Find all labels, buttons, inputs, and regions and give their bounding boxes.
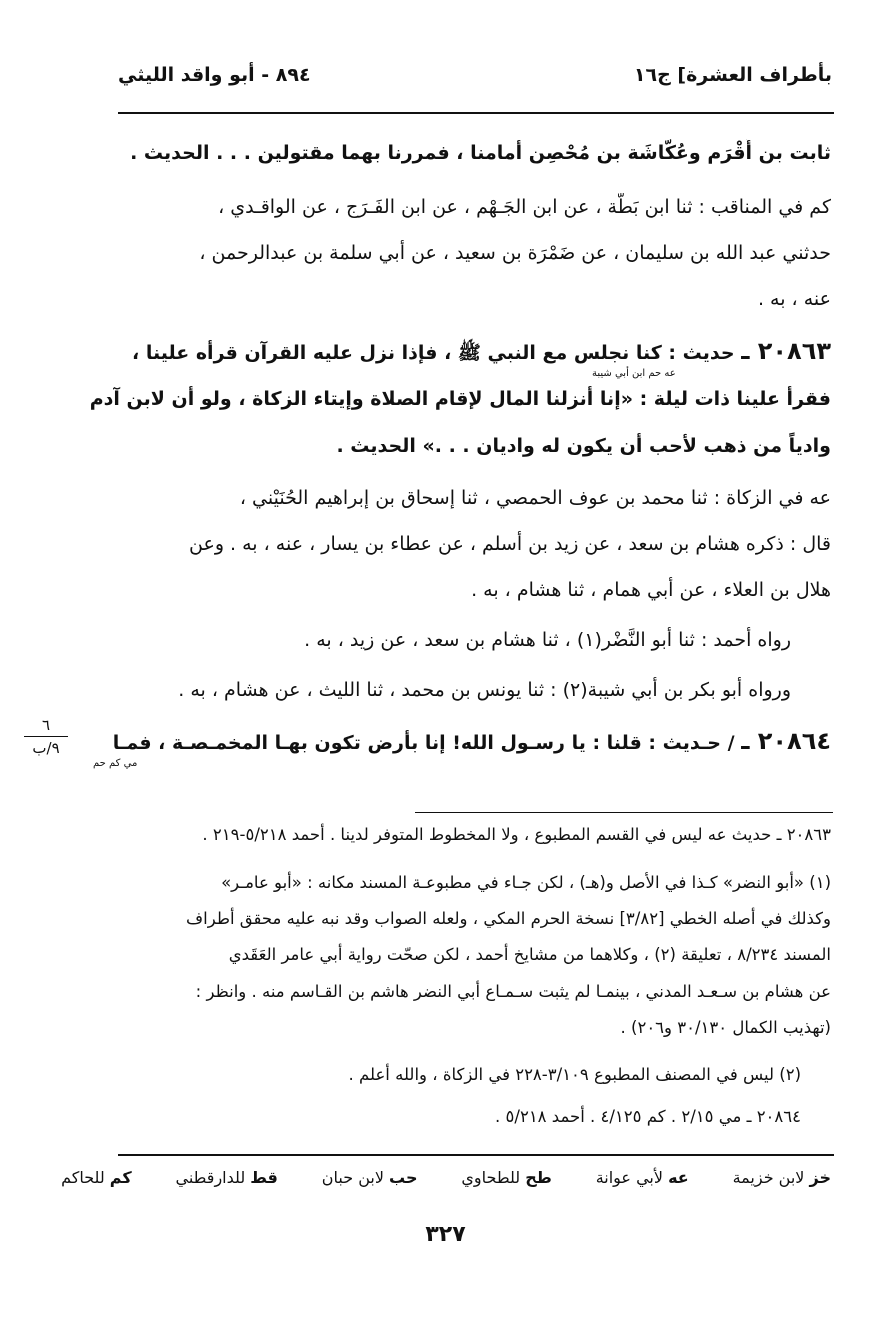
running-header bbox=[118, 60, 832, 100]
text-line: كم في المناقب : ثنا ابن بَطَّة ، عن ابن الجَـهْم ، عن ابن الفَـرَج ، عن الواقـدي ، bbox=[218, 196, 831, 218]
abbreviation-item bbox=[322, 1168, 418, 1198]
margin-folio: ٩/ب bbox=[32, 739, 60, 757]
text-line: عه في الزكاة : ثنا محمد بن عوف الحمصي ، ثنا إسحاق بن إبراهيم الحُنَيْني ، bbox=[239, 487, 831, 509]
footnote-line: وكذلك في أصله الخطي [٣/٨٢] نسخة الحرم المكي ، ولعله الصواب وقد نبه عليه محقق أطراف bbox=[186, 909, 831, 928]
text-line: فقرأ علينا ذات ليلة : «إنا أنزلنا المال لإقام الصلاة وإيتاء الزكاة ، ولو أن لابن آدم bbox=[89, 388, 831, 410]
abbreviation-name: لابن حبان bbox=[321, 1168, 384, 1187]
page-number: ٣٢٧ bbox=[425, 1222, 466, 1247]
abbreviations-key bbox=[61, 1168, 831, 1198]
footnote-rule bbox=[415, 812, 833, 813]
hadith-number: ٢٠٨٦٣ ـ bbox=[741, 337, 831, 365]
abbreviation-name: لابن خزيمة bbox=[732, 1168, 805, 1187]
abbreviation-name: لأبي عوانة bbox=[595, 1168, 663, 1187]
abbreviation-item bbox=[596, 1168, 689, 1198]
abbreviation-item bbox=[461, 1168, 551, 1198]
abbreviation-code: خز bbox=[809, 1168, 831, 1187]
hadith-heading-20864 bbox=[59, 727, 831, 757]
footnote-line: ٢٠٨٦٣ ـ حديث عه ليس في القسم المطبوع ، ولا المخطوط المتوفر لدينا . أحمد ٥/٢١٨-٢١٩ . bbox=[202, 825, 831, 844]
abbreviation-name: للحاكم bbox=[61, 1168, 105, 1187]
hadith-heading-20863 bbox=[59, 337, 831, 367]
footnote-line: المسند ٨/٢٣٤ ، تعليقة (٢) ، وكلاهما من مشايخ أحمد ، لكن صحّت رواية أبي عامر العَقَدي bbox=[228, 945, 831, 964]
text-line: عنه ، به . bbox=[757, 288, 831, 310]
footnote-line: (تهذيب الكمال ٣٠/١٣٠ و٢٠٦) . bbox=[620, 1018, 831, 1037]
text-line: قال : ذكره هشام بن سعد ، عن زيد بن أسلم ، عن عطاء بن يسار ، عنه ، به . وعن bbox=[189, 533, 831, 555]
text-line: هلال بن العلاء ، عن أبي همام ، ثنا هشام ، به . bbox=[471, 579, 831, 601]
text-line: ورواه أبو بكر بن أبي شيبة(٢) : ثنا يونس بن محمد ، ثنا الليث ، عن هشام ، به . bbox=[178, 679, 791, 701]
abbreviation-code: كم bbox=[109, 1168, 132, 1187]
section-title: ٨٩٤ - أبو واقد الليثي bbox=[118, 64, 311, 86]
text-line: رواه أحمد : ثنا أبو النَّضْر(١) ، ثنا هشام بن سعد ، عن زيد ، به . bbox=[304, 629, 791, 651]
hadith-text: / حـديث : قلنا : يا رسـول الله! إنا بأرض تكون بهـا المخمـصـة ، فمـا bbox=[112, 732, 735, 754]
abbreviation-code: حب bbox=[389, 1168, 418, 1187]
marginal-sigla-note: مي كم حم bbox=[93, 758, 138, 769]
text-line: حدثني عبد الله بن سليمان ، عن ضَمْرَة بن سعيد ، عن أبي سلمة بن عبدالرحمن ، bbox=[199, 242, 831, 264]
abbreviations-rule bbox=[118, 1154, 834, 1156]
margin-folio-reference bbox=[22, 716, 70, 757]
text-line: وادياً من ذهب لأحب أن يكون له واديان . . .» الحديث . bbox=[336, 435, 831, 457]
hadith-text: حديث : كنا نجلس مع النبي ﷺ ، فإذا نزل عليه القرآن قرأه علينا ، bbox=[132, 342, 735, 364]
margin-divider bbox=[24, 736, 68, 737]
abbreviation-name: للطحاوي bbox=[461, 1168, 521, 1187]
abbreviation-item bbox=[733, 1168, 831, 1198]
footnote-line: (١) «أبو النضر» كـذا في الأصل و(هـ) ، لكن جـاء في مطبوعـة المسند مكانه : «أبو عامـر» bbox=[221, 873, 831, 892]
abbreviation-name: للدارقطني bbox=[175, 1168, 246, 1187]
footnote-line: عن هشام بن سـعـد المدني ، بينمـا لم يثبت سـمـاع أبي النضر هاشم بن القـاسم منه . وانظر : bbox=[195, 982, 831, 1001]
marginal-sigla-note: عه حم ابن أبي شيبة bbox=[592, 368, 676, 379]
abbreviation-code: عه bbox=[668, 1168, 689, 1187]
hadith-number: ٢٠٨٦٤ ـ bbox=[741, 727, 831, 755]
abbreviation-item bbox=[176, 1168, 278, 1198]
margin-volume: ٦ bbox=[41, 716, 51, 734]
footnote-line: (٢) ليس في المصنف المطبوع ٣/١٠٩-٢٢٨ في الزكاة ، والله أعلم . bbox=[348, 1065, 801, 1084]
abbreviation-item bbox=[61, 1168, 132, 1198]
header-rule bbox=[118, 112, 834, 114]
footnote-line: ٢٠٨٦٤ ـ مي ٢/١٥ . كم ٤/١٢٥ . أحمد ٥/٢١٨ . bbox=[495, 1107, 801, 1126]
text-line: ثابت بن أَقْرَم وعُكَّاشَة بن مُحْصِن أمامنا ، فمررنا بهما مقتولين . . . الحديث . bbox=[130, 142, 831, 164]
abbreviation-code: طح bbox=[525, 1168, 552, 1187]
book-title: بأطراف العشرة] ج١٦ bbox=[633, 64, 832, 86]
abbreviation-code: قط bbox=[250, 1168, 278, 1187]
